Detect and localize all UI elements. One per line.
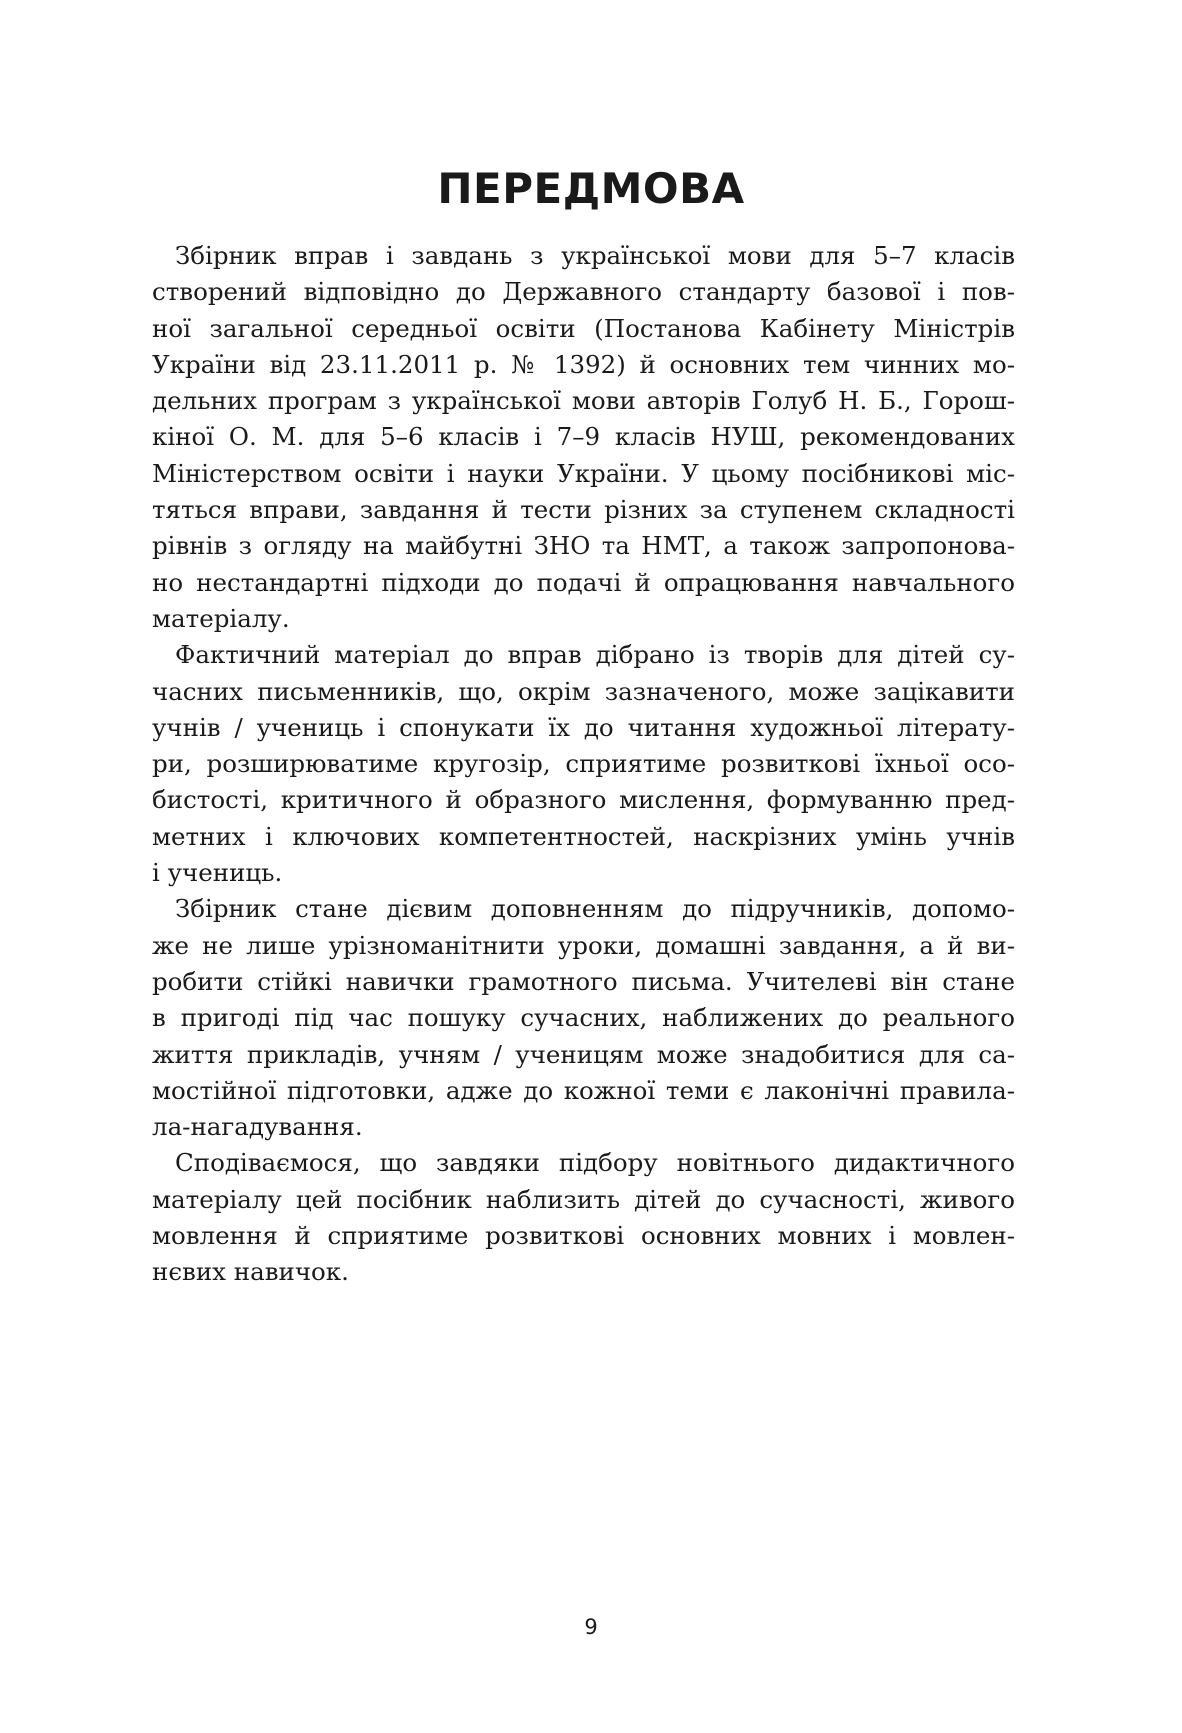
text-line: в пригоді під час пошуку сучасних, наближених до реального (152, 1003, 1015, 1033)
text-line: робити стійкі навички грамотного письма. Учителеві він стане (152, 966, 1015, 996)
text-line: життя прикладів, учням / ученицям може знадобитися для са- (152, 1039, 1015, 1069)
preface-body (152, 238, 1015, 1291)
text-line: Збірник вправ і завдань з української мови для 5–7 класів (175, 241, 1015, 270)
text-line: метних і ключових компетентностей, наскрізних умінь учнів (152, 821, 1015, 851)
paragraph-4 (152, 1145, 1015, 1290)
text-line: нєвих навичок. (152, 1257, 349, 1287)
text-line: мовлення й сприятиме розвиткові основних мовних і мовлен- (152, 1221, 1015, 1251)
text-line: матеріалу. (152, 603, 290, 633)
text-line: бистості, критичного й образного мислення, формуванню пред- (152, 785, 1015, 815)
text-line: рівнів з огляду на майбутні ЗНО та НМТ, а також запропонова- (152, 531, 1015, 561)
text-line: і учениць. (152, 858, 283, 888)
text-line: ної загальної середньої освіти (Постанова Кабінету Міністрів (152, 313, 1015, 343)
text-line: ри, розширюватиме кругозір, сприятиме розвиткові їхньої осо- (152, 749, 1015, 779)
paragraph-2 (152, 637, 1015, 891)
text-line: України від 23.11.2011 р. № 1392) й основних тем чинних мо- (152, 349, 1015, 379)
text-line: мостійної підготовки, адже до кожної теми є лаконічні правила- (152, 1075, 1015, 1105)
text-line: ла-нагадування. (152, 1112, 363, 1142)
text-line: Міністерством освіти і науки України. У цьому посібникові міс- (152, 458, 1015, 488)
text-line: же не лише урізноманітнити уроки, домашні завдання, а й ви- (152, 930, 1015, 960)
text-line: Сподіваємося, що завдяки підбору новітнього дидактичного (175, 1148, 1015, 1178)
paragraph-1 (152, 238, 1015, 637)
text-line: тяться вправи, завдання й тести різних за ступенем складності (152, 495, 1015, 525)
text-line: Збірник стане дієвим доповненням до підручників, допомо- (175, 894, 1015, 924)
text-line: матеріалу цей посібник наблизить дітей до сучасності, живого (152, 1184, 1015, 1214)
page-title: ПЕРЕДМОВА (437, 164, 745, 213)
text-line: часних письменників, що, окрім зазначеного, може зацікавити (152, 676, 1015, 706)
text-line: створений відповідно до Державного стандарту базової і пов- (152, 277, 1015, 307)
page-number: 9 (584, 1615, 598, 1639)
text-line: но нестандартні підходи до подачі й опрацювання навчального (152, 567, 1015, 597)
text-line: кіної О. М. для 5–6 класів і 7–9 класів НУШ, рекомендованих (152, 422, 1015, 452)
text-line: дельних програм з української мови авторів Голуб Н. Б., Горош- (152, 386, 1015, 416)
text-line: Фактичний матеріал до вправ дібрано із творів для дітей су- (175, 640, 1015, 670)
text-line: учнів / учениць і спонукати їх до читання художньої літерату- (152, 712, 1015, 742)
paragraph-3 (152, 891, 1015, 1145)
